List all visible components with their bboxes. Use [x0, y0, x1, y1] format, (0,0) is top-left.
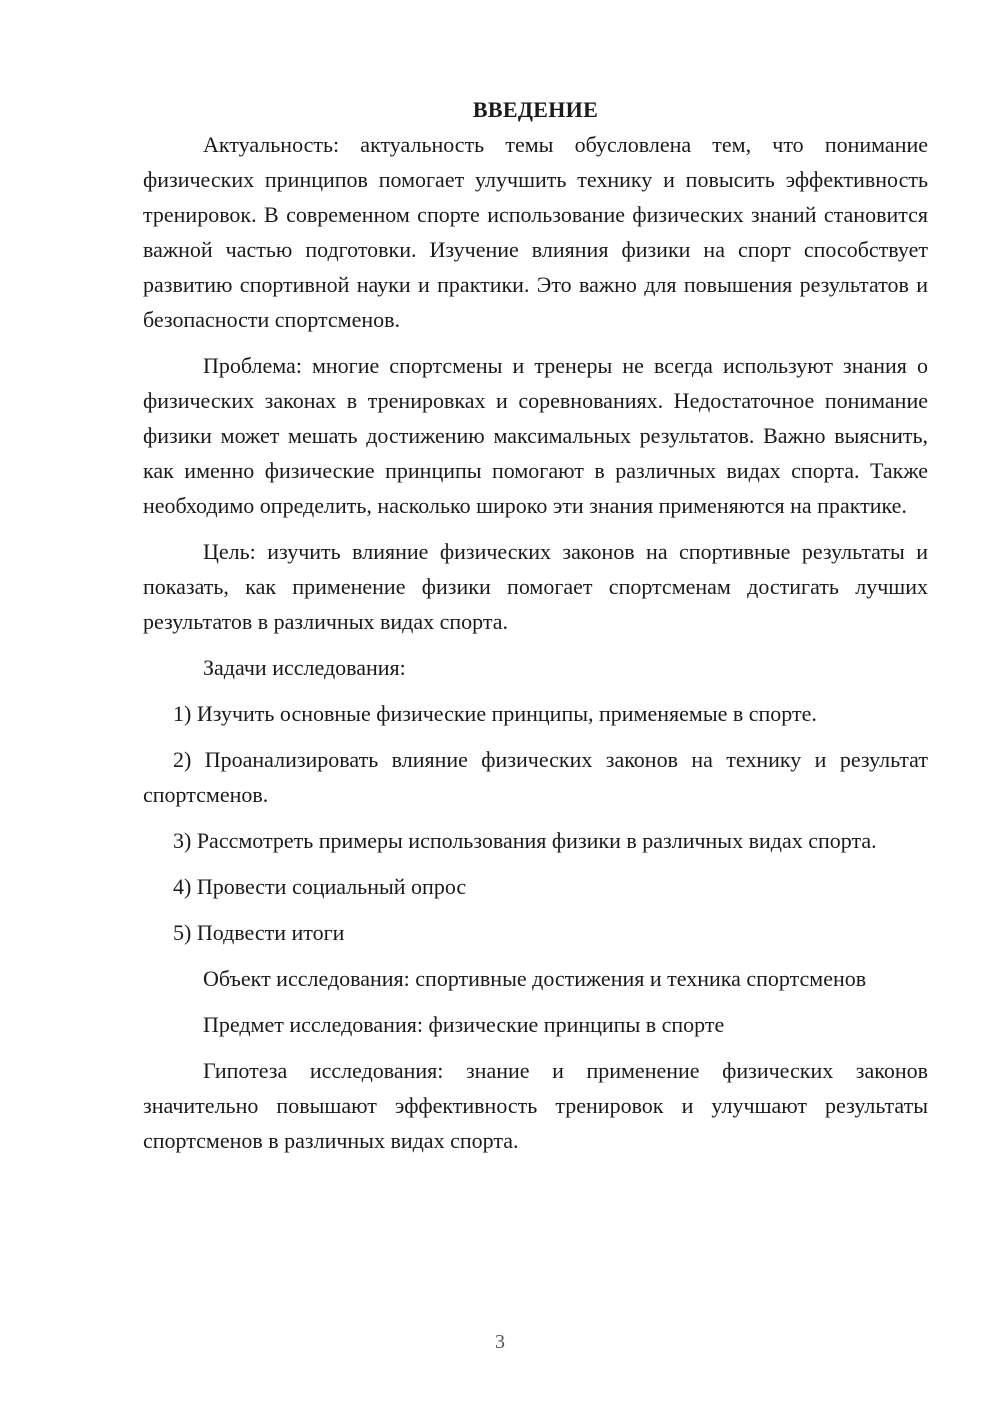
task-item-3: 3) Рассмотреть примеры использования физики в различных видах спорта. — [173, 828, 877, 853]
object-paragraph: Объект исследования: спортивные достижения и техника спортсменов — [203, 966, 867, 991]
task-item-2: 2) Проанализировать влияние физических законов на технику и результат спортсменов. — [143, 747, 928, 807]
relevance-paragraph: Актуальность: актуальность темы обусловлена тем, что понимание физических принципов помогает улучшить технику и повысить эффективность тренировок. В современном спорте использование физических знаний становится важной частью подготовки. Изучение влияния физики на спорт способствует развитию спортивной науки и практики. Это важно для повышения результатов и безопасности спортсменов. — [143, 132, 928, 332]
page-title: ВВЕДЕНИЕ — [472, 97, 599, 122]
document-page — [143, 92, 928, 1158]
subject-paragraph: Предмет исследования: физические принципы в спорте — [203, 1012, 725, 1037]
goal-paragraph: Цель: изучить влияние физических законов на спортивные результаты и показать, как применение физики помогает спортсменам достигать лучших результатов в различных видах спорта. — [143, 539, 928, 634]
problem-paragraph: Проблема: многие спортсмены и тренеры не всегда используют знания о физических законах в тренировках и соревнованиях. Недостаточное понимание физики может мешать достижению максимальных результатов. Важно выяснить, как именно физические принципы помогают в различных видах спорта. Также необходимо определить, насколько широко эти знания применяются на практике. — [143, 353, 928, 518]
tasks-title: Задачи исследования: — [203, 655, 406, 680]
task-item-5: 5) Подвести итоги — [173, 920, 345, 945]
page-number: 3 — [495, 1331, 505, 1353]
task-item-1: 1) Изучить основные физические принципы, применяемые в спорте. — [173, 701, 817, 726]
hypothesis-paragraph: Гипотеза исследования: знание и применение физических законов значительно повышают эффективность тренировок и улучшают результаты спортсменов в различных видах спорта. — [143, 1058, 928, 1153]
task-item-4: 4) Провести социальный опрос — [173, 874, 467, 899]
